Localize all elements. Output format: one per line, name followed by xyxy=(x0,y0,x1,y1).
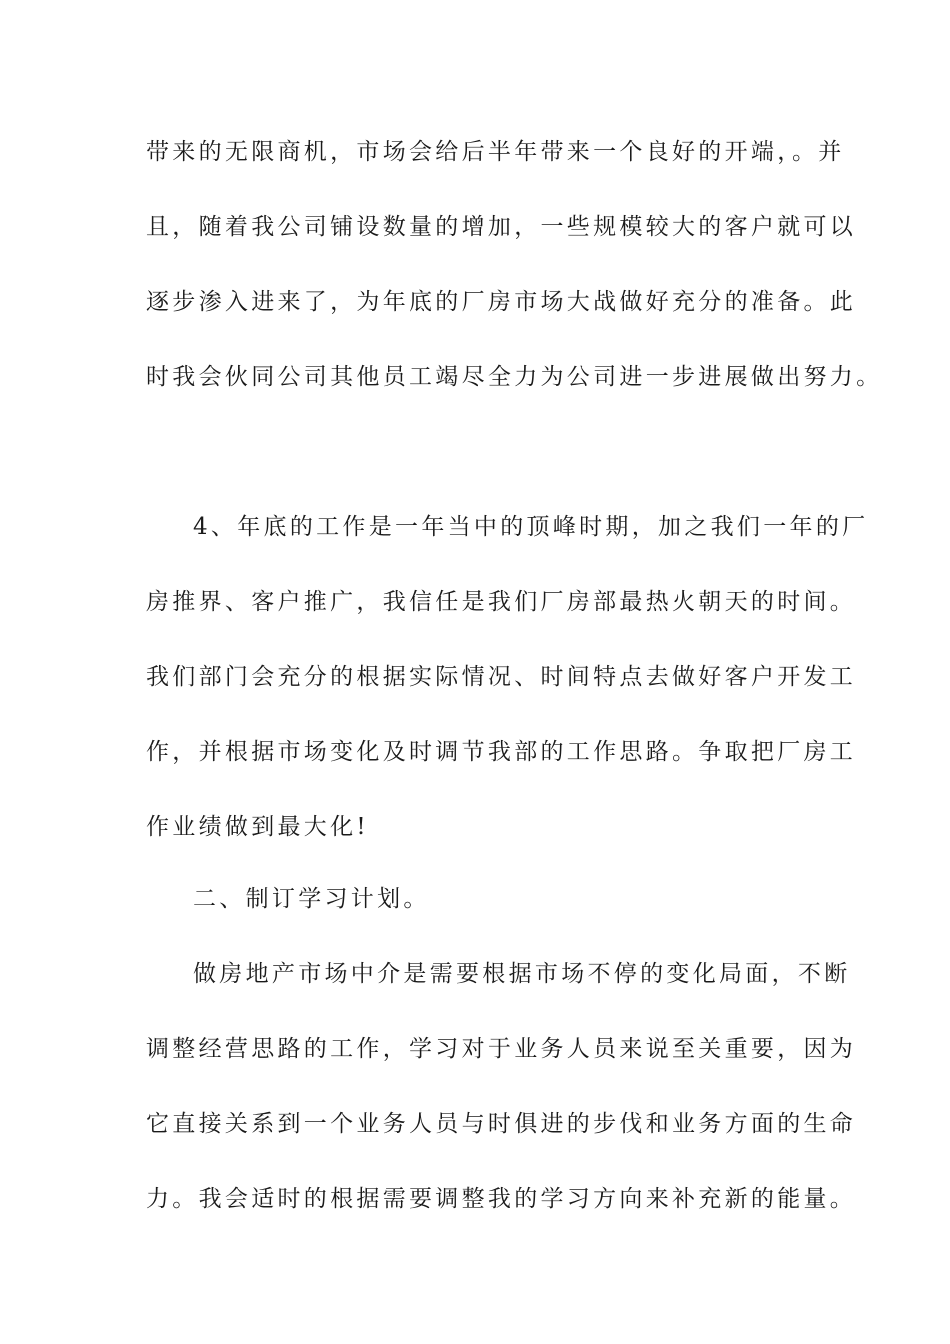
text-line: 且，随着我公司铺设数量的增加，一些规模较大的客户就可以 xyxy=(146,214,857,240)
text-line: 它直接关系到一个业务人员与时俱进的步伐和业务方面的生命 xyxy=(146,1111,857,1137)
section-heading: 二、制订学习计划。 xyxy=(193,886,430,912)
text-line: 带来的无限商机，市场会给后半年带来一个良好的开端，。并 xyxy=(146,139,845,165)
text-line: 房推界、客户推广，我信任是我们厂房部最热火朝天的时间。 xyxy=(146,589,857,615)
text-line: 时我会伙同公司其他员工竭尽全力为公司进一步进展做出努力。 xyxy=(146,364,883,390)
text-line: 调整经营思路的工作，学习对于业务人员来说至关重要，因为 xyxy=(146,1036,857,1062)
text-line: 逐步渗入进来了，为年底的厂房市场大战做好充分的准备。此 xyxy=(146,289,857,315)
text-line: 力。我会适时的根据需要调整我的学习方向来补充新的能量。 xyxy=(146,1186,857,1212)
text-line: 4、年底的工作是一年当中的顶峰时期，加之我们一年的厂 xyxy=(193,514,869,540)
text-line: 我们部门会充分的根据实际情况、时间特点去做好客户开发工 xyxy=(146,664,857,690)
text-line: 做房地产市场中介是需要根据市场不停的变化局面，不断 xyxy=(193,961,851,987)
text-line: 作，并根据市场变化及时调节我部的工作思路。争取把厂房工 xyxy=(146,739,857,765)
text-line: 作业绩做到最大化! xyxy=(146,814,369,840)
